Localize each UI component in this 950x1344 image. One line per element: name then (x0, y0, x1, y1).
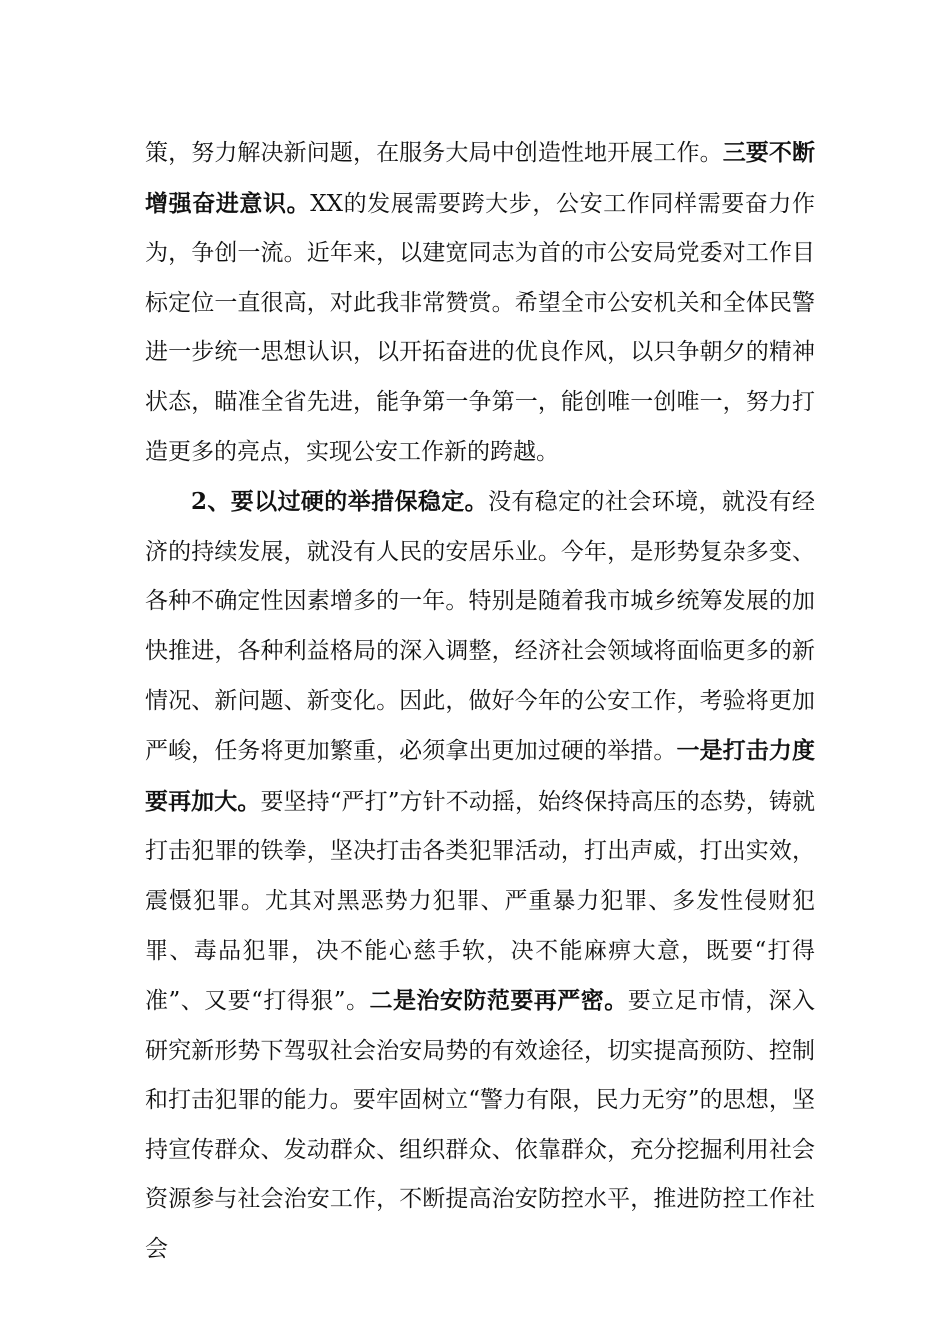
paragraph-1-heading-3: 三要不断增强奋进意识。 (145, 139, 816, 217)
paragraph-2-text-2: 要坚持“严打”方针不动摇，始终保持高压的态势，铸就打击犯罪的铁拳，坚决打击各类犯罪活动，打出声威，打出实效，震慑犯罪。尤其对黑恶势力犯罪、严重暴力犯罪、多发性侵财犯罪、毒品犯罪，决不能心慈手软，决不能麻痹大意，既要“打得准”、又要“打得狠”。 (145, 788, 815, 1015)
paragraph-2 (145, 477, 815, 1275)
paragraph-1-text-2: XX的发展需要跨大步，公安工作同样需要奋力作为，争创一流。近年来，以建宽同志为首的市公安局党委对工作目标定位一直很高，对此我非常赞赏。希望全市公安机关和全体民警进一步统一思想认识，以开拓奋进的优良作风，以只争朝夕的精神状态，瞄准全省先进，能争第一争第一，能创唯一创唯一，努力打造更多的亮点，实现公安工作新的跨越。 (145, 190, 816, 465)
paragraph-1 (145, 128, 815, 477)
paragraph-1-text-1: 策，努力解决新问题，在服务大局中创造性地开展工作。 (145, 140, 723, 166)
paragraph-2-text-3: 要立足市情，深入研究新形势下驾驭社会治安局势的有效途径，切实提高预防、控制和打击犯罪的能力。要牢固树立“警力有限，民力无穷”的思想，坚持宣传群众、发动群众、组织群众、依靠群众，充分挖掘利用社会资源参与社会治安工作，不断提高治安防控水平，推进防控工作社会 (145, 988, 816, 1263)
document-body (145, 128, 815, 1275)
section-heading-2: 2、要以过硬的举措保稳定。 (191, 488, 488, 516)
paragraph-2-point-2: 二是治安防范要再严密。 (369, 987, 628, 1015)
paragraph-2-point-1: 一是打击力度要再加大。 (145, 737, 816, 815)
paragraph-2-text-1: 没有稳定的社会环境，就没有经济的持续发展，就没有人民的安居乐业。今年，是形势复杂多变、各种不确定性因素增多的一年。特别是随着我市城乡统筹发展的加快推进，各种利益格局的深入调整，经济社会领域将面临更多的新情况、新问题、新变化。因此，做好今年的公安工作，考验将更加严峻，任务将更加繁重，必须拿出更加过硬的举措。 (145, 489, 815, 765)
